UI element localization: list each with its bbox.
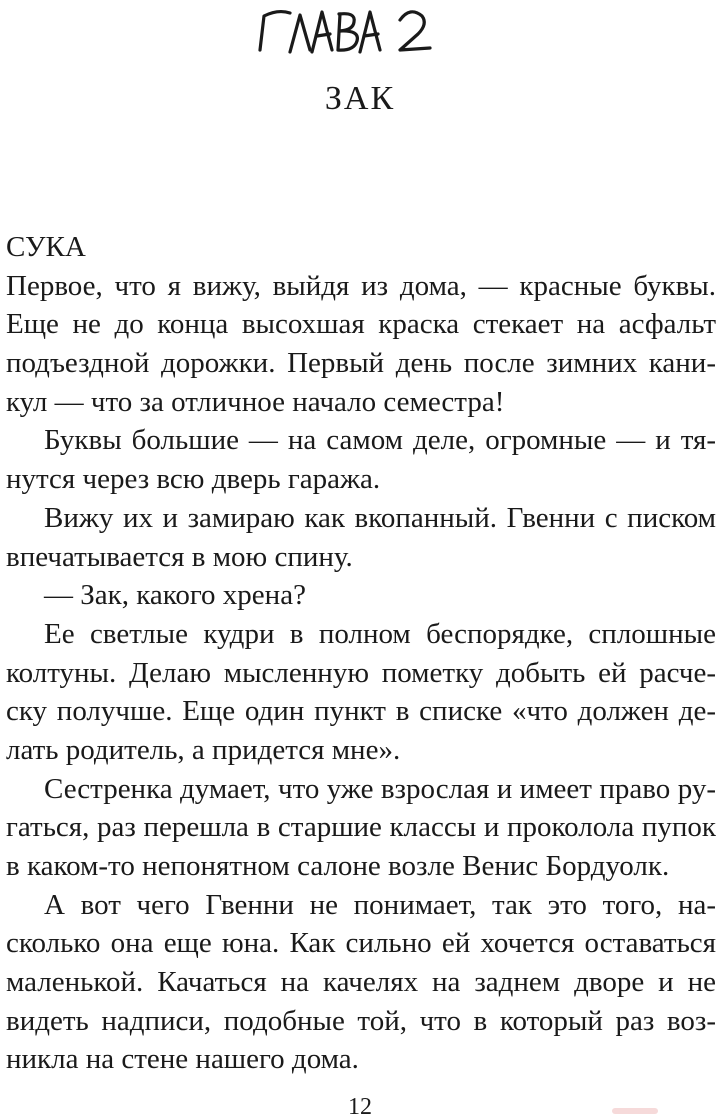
text-line: нутся через всю дверь гаража. (6, 463, 381, 496)
text-line: Ее светлые кудри в полном беспорядке, сплошные (44, 617, 716, 650)
text-line: ску получше. Еще один пункт в списке «что должен де- (6, 695, 716, 728)
text-line: никла на стене нашего дома. (6, 1043, 359, 1076)
chapter-body-text (6, 228, 716, 1079)
text-line: Первое, что я вижу, выйдя из дома, — красные буквы. (6, 269, 716, 302)
text-line: кул — что за отличное начало семестра! (6, 385, 505, 418)
chapter-title-lettering (250, 0, 470, 62)
text-line: — Зак, какого хрена? (44, 579, 306, 612)
text-line: лать родитель, а придется мне». (6, 733, 401, 766)
text-line: маленькой. Качаться на качелях на заднем дворе и не (6, 966, 716, 999)
text-line: Сестренка думает, что уже взрослая и имеет право ру- (44, 772, 716, 805)
text-line: Вижу их и замираю как вкопанный. Гвенни с писком (44, 501, 716, 534)
text-line: в каком-то непонятном салоне возле Венис Бордуолк. (6, 850, 670, 882)
chapter-title (0, 0, 720, 62)
text-line: колтуны. Делаю мысленную пометку добыть ей расче- (6, 656, 716, 689)
scan-corner-mark (612, 1108, 658, 1114)
text-line: Буквы большие — на самом деле, огромные — и тя- (44, 424, 716, 457)
text-line: СУКА (6, 231, 86, 263)
text-line: сколько она еще юна. Как сильно ей хочется оставаться (6, 927, 716, 960)
page-number: 12 (348, 1094, 372, 1120)
text-line: гаться, раз перешла в старшие классы и проколола пупок (6, 811, 716, 844)
text-line: Еще не до конца высохшая краска стекает на асфальт (6, 308, 716, 341)
text-line: впечатывается в мою спину. (6, 540, 353, 573)
text-line: А вот чего Гвенни не понимает, так это того, на- (44, 888, 716, 921)
chapter-pov-name: ЗАК (324, 80, 396, 117)
text-line: видеть надписи, подобные той, что в который раз воз- (6, 1004, 716, 1037)
text-line: подъездной дорожки. Первый день после зимних кани- (6, 347, 716, 380)
